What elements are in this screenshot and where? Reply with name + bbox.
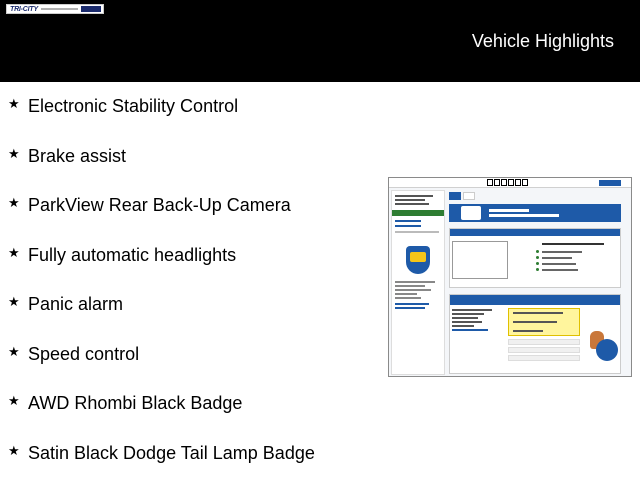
header-bar [0, 0, 640, 82]
list-item [8, 391, 378, 441]
feature-label: Fully automatic headlights [28, 244, 237, 265]
carfax-main [449, 190, 629, 375]
highlight-box [508, 308, 580, 336]
sidebar-link[interactable] [395, 303, 429, 305]
dealer-logo[interactable] [6, 4, 104, 14]
feature-label: ParkView Rear Back-Up Camera [28, 195, 291, 215]
logo-phone-badge [81, 6, 101, 12]
star-icon: ★ [8, 245, 20, 261]
logo-tagline [41, 8, 78, 10]
tab-other[interactable] [463, 192, 475, 200]
carfax-sidebar [391, 190, 445, 375]
page-title: Vehicle Highlights [471, 31, 614, 51]
dealer-logo-text: TRI-CITY [10, 5, 38, 13]
star-icon: ★ [8, 394, 20, 409]
feature-list [8, 94, 378, 480]
sidebar-link[interactable] [395, 307, 425, 309]
carfax-tabs [449, 192, 629, 200]
sidebar-link[interactable] [395, 225, 421, 227]
carfax-print-button[interactable] [599, 180, 621, 186]
star-icon: ★ [8, 344, 20, 360]
value-badge-icon [406, 246, 430, 274]
feature-label: Speed control [28, 343, 140, 364]
sidebar-item-active[interactable] [392, 210, 444, 216]
history-value-section [449, 228, 621, 288]
list-item [8, 193, 378, 243]
list-item [8, 94, 378, 144]
list-item [8, 144, 378, 194]
star-icon: ★ [8, 97, 20, 112]
feature-label: Brake assist [28, 145, 127, 166]
feature-label: Panic alarm [28, 294, 124, 314]
vehicle-history-section [449, 294, 621, 374]
great-value-badge-icon [596, 339, 618, 361]
carfax-topbar [389, 178, 631, 188]
list-item [8, 292, 378, 342]
carfax-logo [487, 179, 529, 186]
carfax-report-thumbnail[interactable] [388, 177, 632, 377]
star-icon: ★ [8, 443, 20, 459]
list-item [8, 243, 378, 293]
sidebar-link[interactable] [395, 220, 421, 222]
feature-label: Electronic Stability Control [28, 96, 239, 116]
feature-label: AWD Rhombi Black Badge [28, 393, 243, 413]
star-icon: ★ [8, 295, 20, 310]
value-graph [452, 241, 508, 279]
list-item [8, 342, 378, 392]
tab-report[interactable] [449, 192, 461, 200]
banner-image [461, 206, 481, 220]
star-icon: ★ [8, 146, 20, 162]
star-icon: ★ [8, 196, 20, 211]
list-item [8, 441, 378, 480]
feature-label: Satin Black Dodge Tail Lamp Badge [28, 442, 315, 463]
carfax-banner [449, 204, 621, 222]
